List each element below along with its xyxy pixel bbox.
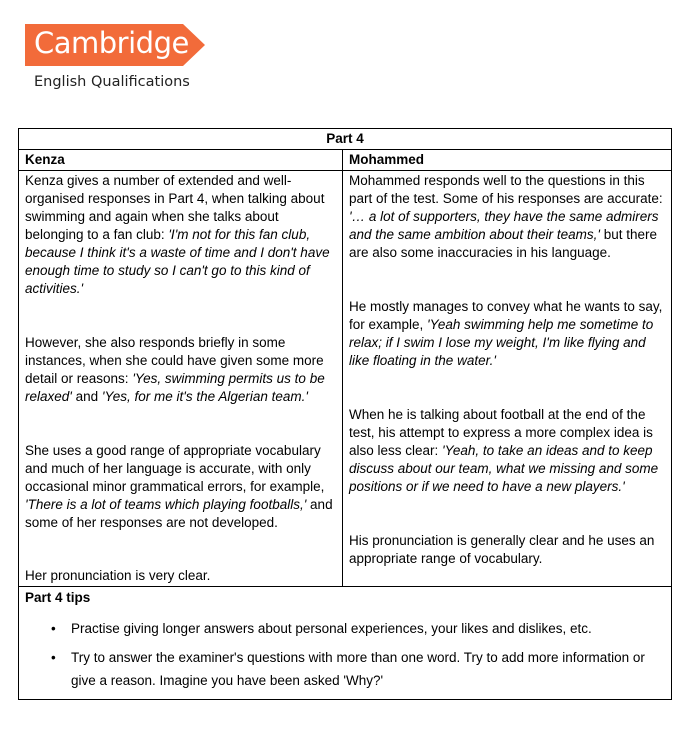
bullet-icon: • bbox=[51, 621, 56, 636]
kenza-p2-and: and bbox=[71, 389, 102, 404]
mohammed-p2-quote: 'Yeah swimming help me sometime to relax; if I swim I lose my weight, I'm like flying and like floating in the water.' bbox=[349, 317, 654, 368]
kenza-p3-quote: 'There is a lot of teams which playing footballs,' bbox=[25, 497, 307, 512]
kenza-paragraph-4: Her pronunciation is very clear. bbox=[25, 568, 211, 583]
tip-item bbox=[51, 617, 665, 640]
mohammed-paragraph-2 bbox=[349, 298, 665, 370]
kenza-paragraph-3 bbox=[25, 442, 336, 532]
kenza-p1-quote: 'I'm not for this fan club, because I think it's a waste of time and I don't have enough time to study so I can't go to this kind of activities.' bbox=[25, 227, 330, 296]
mohammed-p1-text: Mohammed responds well to the questions in this part of the test. Some of his responses are accurate: bbox=[349, 173, 663, 206]
kenza-p2-text: However, she also responds briefly in some instances, when she could have given some more detail or reasons: bbox=[25, 335, 324, 386]
part-title: Part 4 bbox=[19, 129, 672, 150]
tips-cell bbox=[19, 587, 672, 700]
kenza-p3-text: She uses a good range of appropriate vocabulary and much of her language is accurate, with only occasional minor grammatical errors, for example, bbox=[25, 443, 325, 494]
mohammed-paragraph-3 bbox=[349, 406, 665, 496]
kenza-comments bbox=[19, 171, 343, 587]
comments-row bbox=[19, 171, 672, 587]
part-header-row bbox=[19, 129, 672, 150]
kenza-p2-quote-2: 'Yes, for me it's the Algerian team.' bbox=[101, 389, 308, 404]
cambridge-logo bbox=[25, 24, 205, 66]
mohammed-comments bbox=[343, 171, 672, 587]
tips-list bbox=[25, 617, 665, 692]
kenza-paragraph-2 bbox=[25, 334, 336, 406]
tip-text: Practise giving longer answers about personal experiences, your likes and dislikes, etc. bbox=[71, 621, 592, 636]
mohammed-name: Mohammed bbox=[343, 150, 672, 171]
kenza-p2-quote-1: 'Yes, swimming permits us to be relaxed' bbox=[25, 371, 325, 404]
mohammed-p2-text: He mostly manages to convey what he wants to say, for example, bbox=[349, 299, 663, 332]
candidate-names-row bbox=[19, 150, 672, 171]
mohammed-p1-quote: '… a lot of supporters, they have the same admirers and the same ambition about their teams,' bbox=[349, 209, 659, 242]
mohammed-paragraph-4: His pronunciation is generally clear and he uses an appropriate range of vocabulary. bbox=[349, 533, 655, 566]
logo-subtitle: English Qualifications bbox=[34, 74, 190, 90]
assessment-table bbox=[18, 128, 672, 700]
kenza-name: Kenza bbox=[19, 150, 343, 171]
mohammed-p3-text: When he is talking about football at the end of the test, his attempt to express a more complex idea is also less clear: bbox=[349, 407, 653, 458]
mohammed-paragraph-1 bbox=[349, 172, 665, 262]
kenza-paragraph-1 bbox=[25, 172, 336, 298]
tips-row bbox=[19, 587, 672, 700]
tip-item bbox=[51, 646, 665, 692]
logo-brand-text: Cambridge bbox=[34, 26, 189, 60]
kenza-p1-text: Kenza gives a number of extended and well-organised responses in Part 4, when talking about swimming and again when she talks about belonging to a fan club: bbox=[25, 173, 325, 242]
bullet-icon: • bbox=[51, 650, 56, 665]
mohammed-p1-text-end: but there are also some inaccuracies in his language. bbox=[349, 227, 658, 260]
tips-title: Part 4 tips bbox=[25, 590, 91, 605]
kenza-p3-text-end: and some of her responses are not developed. bbox=[25, 497, 333, 530]
mohammed-p3-quote: 'Yeah, to take an ideas and to keep discuss about our team, what we missing and some positions or if we need to have a new players.' bbox=[349, 443, 659, 494]
tip-text: Try to answer the examiner's questions with more than one word. Try to add more information or give a reason. Imagine you have been asked 'Why?' bbox=[71, 650, 645, 688]
